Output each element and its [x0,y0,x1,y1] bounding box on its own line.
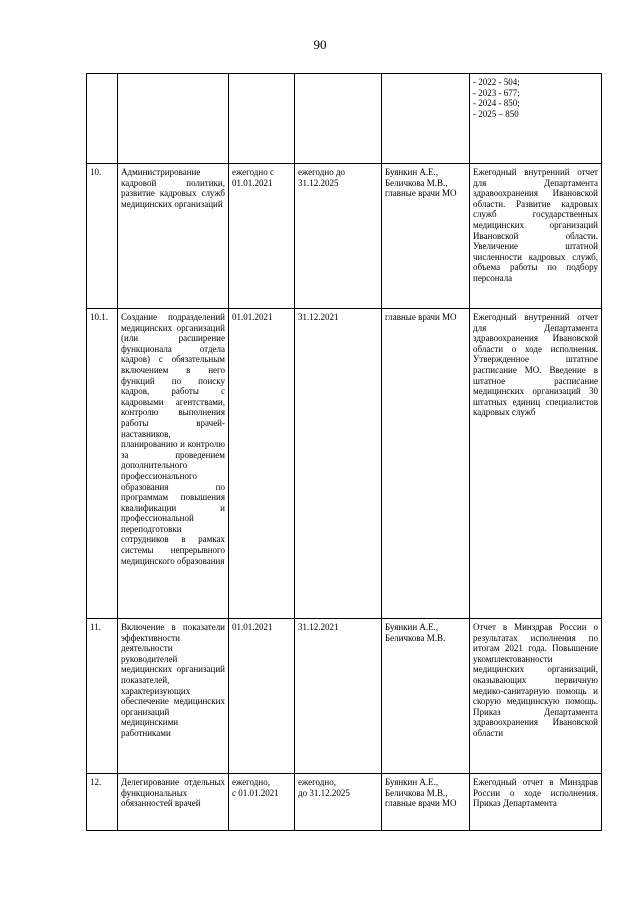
responsible-line: Буянкин А.Е., [385,167,439,177]
result-cell [470,74,602,164]
result-line: - 2025 – 850 [473,108,519,119]
responsible-line: главные врачи МО [385,798,457,809]
result-cell: Отчет в Минздрав России о результатах исполнения по итогам 2021 года. Повышение укомплектованности медицинских организаций, оказывающих первичную медико-санитарную помощь и скорую медицинскую помощь. Приказ Департамента здравоохранения Ивановской области [470,619,602,774]
action-cell: Включение в показатели эффективности деятельности руководителей медицинских организаций показателей, характеризующих обеспечение медицинских организаций медицинскими работниками [118,619,229,774]
end-line: ежегодно до [298,167,346,177]
start-cell [229,164,295,309]
result-line: - 2024 - 850; [473,98,520,109]
end-line: 31.12.2021 [298,312,339,322]
row-number: 12. [87,774,118,831]
end-line: до 31.12.2025 [298,787,350,798]
table-row [87,164,602,309]
table-row [87,309,602,619]
start-line: ежегодно, [232,777,270,787]
responsible-line: Буянкин А.Е., [385,777,439,787]
start-line: ежегодно с [232,167,274,177]
responsible-cell [382,619,470,774]
end-line: 31.12.2021 [298,622,339,632]
plan-table [86,73,602,831]
responsible-line: главные врачи МО [385,188,457,199]
end-cell [295,309,382,619]
start-line: 01.01.2021 [232,312,273,322]
start-line: с 01.01.2021 [232,787,279,798]
end-cell [295,164,382,309]
start-cell [229,774,295,831]
result-line: - 2023 - 677; [473,87,520,98]
end-line: 31.12.2025 [298,177,339,188]
responsible-cell [382,74,470,164]
responsible-line: Беличкова М.В., [385,787,448,798]
responsible-cell [382,309,470,619]
end-cell [295,74,382,164]
action-cell: Создание подразделений медицинских организаций (или расширение функционала отдела кадров) с обязательным включением в него функций по поиску кадров, работы с кадровыми агентствами, контролю выполнения работы врачей-наставников, планированию и контролю за проведением дополнительного профессионального образования по программам повышения квалификации и профессиональной переподготовки сотрудников в рамках системы непрерывного медицинского образования [118,309,229,619]
start-line: 01.01.2021 [232,177,273,188]
action-cell: Администрирование кадровой политики, развитие кадровых служб медицинских организаций [118,164,229,309]
table-row [87,774,602,831]
table-row [87,74,602,164]
responsible-line: Буянкин А.Е., [385,622,439,632]
action-cell: Делегирование отдельных функциональных обязанностей врачей [118,774,229,831]
result-line: - 2022 - 504; [473,77,520,87]
responsible-cell [382,774,470,831]
responsible-line: Беличкова М.В. [385,632,446,643]
end-line: ежегодно, [298,777,336,787]
responsible-line: главные врачи МО [385,312,457,322]
row-number: 11. [87,619,118,774]
start-cell [229,74,295,164]
action-cell [118,74,229,164]
result-cell: Ежегодный отчет в Минздрав России о ходе исполнения. Приказ Департамента [470,774,602,831]
start-line: 01.01.2021 [232,622,273,632]
end-cell [295,619,382,774]
table-row [87,619,602,774]
result-cell: Ежегодный внутренний отчет для Департамента здравоохранения Ивановской области. Развитие кадровых служб государственных медицинских организаций Ивановской области. Увеличение штатной численности кадровых служб, объема работы по подбору персонала [470,164,602,309]
responsible-cell [382,164,470,309]
page-number: 90 [313,37,327,52]
row-number: 10. [87,164,118,309]
row-number: 10.1. [87,309,118,619]
result-cell: Ежегодный внутренний отчет для Департамента здравоохранения Ивановской области о ходе исполнения. Утвержденное штатное расписание МО. Введение в штатное расписание медицинских организаций 30 штатных единиц специалистов кадровых служб [470,309,602,619]
start-cell [229,309,295,619]
end-cell [295,774,382,831]
responsible-line: Беличкова М.В., [385,177,448,188]
row-number [87,74,118,164]
start-cell [229,619,295,774]
